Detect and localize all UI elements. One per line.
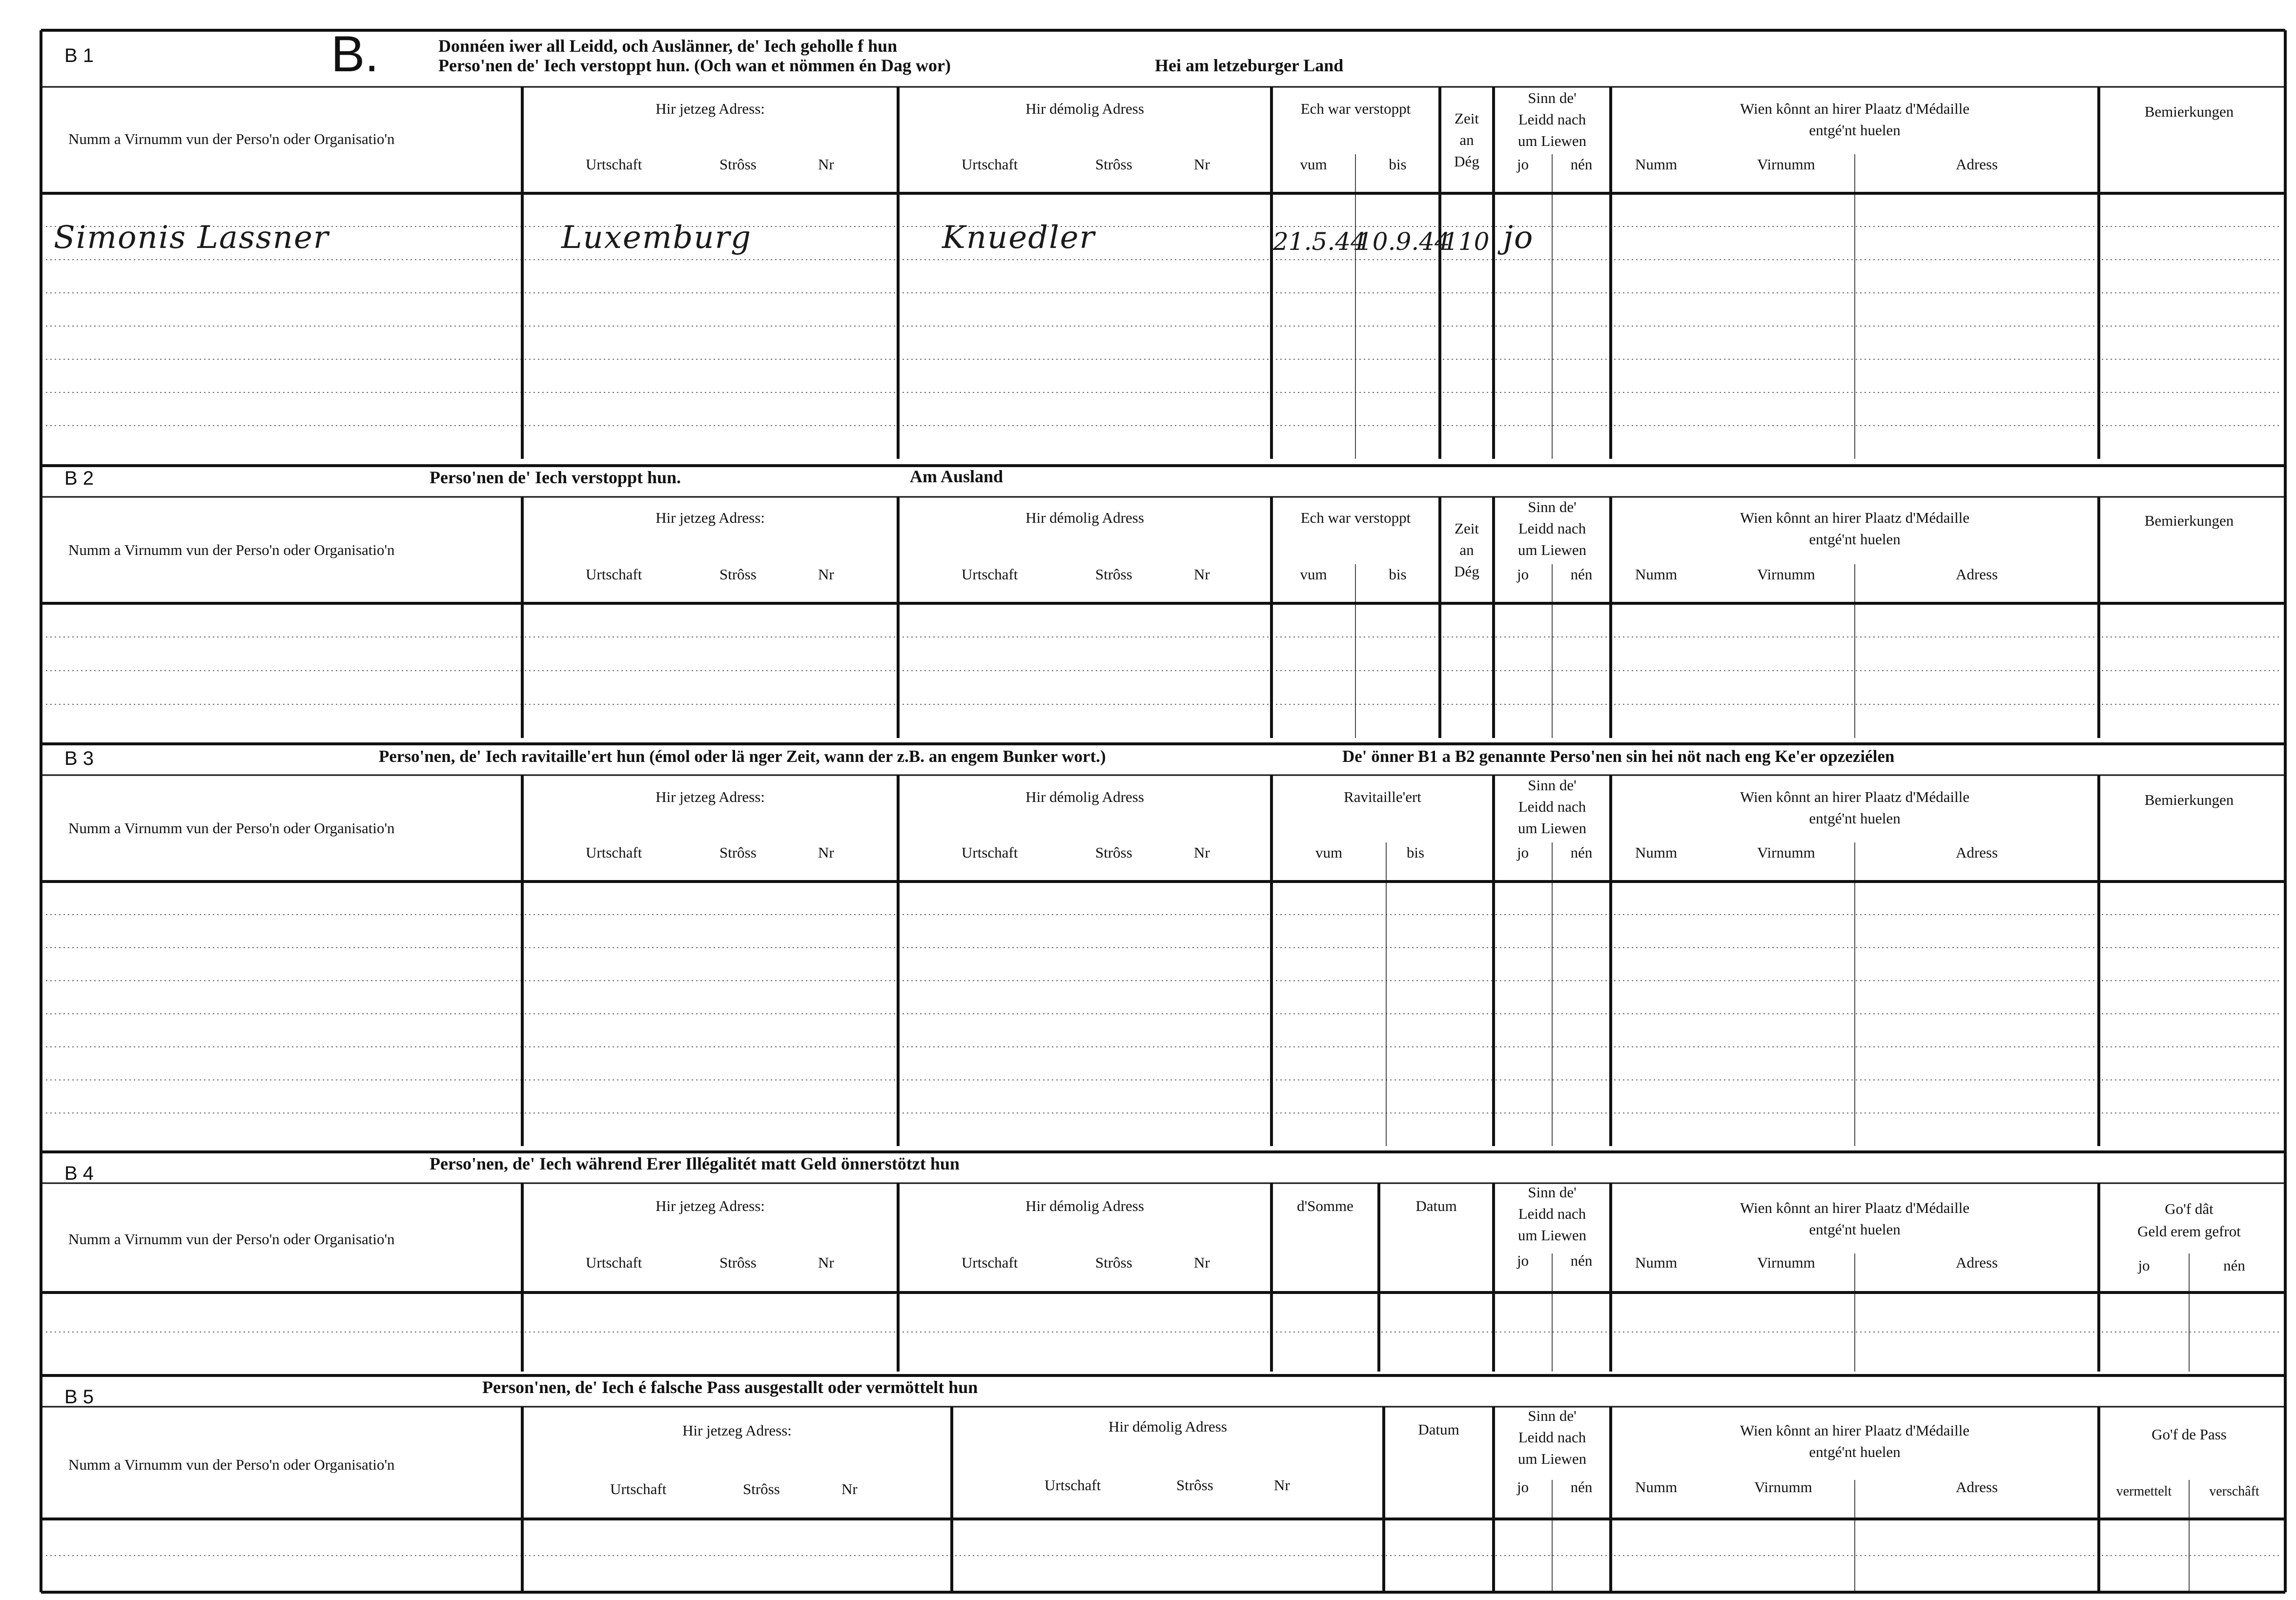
b2-col-yes: jo [1517, 566, 1529, 583]
entry-from-date: 21.5.44 [1273, 227, 1366, 256]
b2-col-time-3: Dég [1454, 563, 1479, 580]
b2-col-lives-1: Sinn de' [1528, 498, 1577, 515]
b5-col-name: Numm a Virnumm vun der Perso'n oder Organisatio'n [68, 1456, 395, 1473]
entry-to-date: 10.9.44 [1357, 227, 1450, 256]
b3-col-to: bis [1406, 844, 1425, 861]
b4-col-sum: d'Somme [1297, 1197, 1353, 1214]
b4-col-current-address: Hir jetzeg Adress: [656, 1197, 765, 1214]
b3-col-former-number: Nr [1194, 844, 1210, 861]
b1-col-lives-3: um Liewen [1517, 132, 1587, 149]
b5-col-current-address: Hir jetzeg Adress: [682, 1422, 792, 1439]
b1-col-time-3: Dég [1454, 153, 1479, 170]
b4-col-lives-2: Leidd nach [1518, 1205, 1586, 1222]
b4-col-no: nén [1570, 1252, 1593, 1269]
b1-col-lives-1: Sinn de' [1528, 89, 1577, 106]
section-b3-suffix: De' önner B1 a B2 genannte Perso'nen sin hei nöt nach eng Ke'er opzeziélen [1342, 747, 1895, 766]
b4-col-lives-1: Sinn de' [1528, 1184, 1577, 1201]
b1-col-time-2: an [1459, 131, 1474, 148]
section-b5-code: B 5 [64, 1386, 94, 1408]
b4-col-date: Datum [1415, 1197, 1457, 1214]
b4-col-street: Strôss [719, 1254, 757, 1271]
b3-col-medal-firstname: Virnumm [1757, 844, 1815, 861]
b4-col-yes: jo [1517, 1252, 1529, 1269]
section-b4-title: Perso'nen, de' Iech während Erer Illégalitét matt Geld önnerstötzt hun [430, 1154, 960, 1173]
section-b3-code: B 3 [64, 748, 94, 769]
b4-col-medal-address: Adress [1955, 1254, 1998, 1271]
b2-col-medal-address: Adress [1955, 566, 1998, 583]
b3-col-name: Numm a Virnumm vun der Perso'n oder Organisatio'n [68, 820, 395, 837]
entry-former-locality: Knuedler [942, 220, 1096, 256]
b1-col-to: bis [1389, 156, 1407, 173]
b5-col-former-locality: Urtschaft [1045, 1477, 1101, 1494]
b1-col-hidden: Ech war verstoppt [1300, 100, 1411, 117]
b2-col-current-address: Hir jetzeg Adress: [656, 509, 765, 526]
b1-col-remarks: Bemierkungen [2144, 103, 2234, 120]
b2-col-former-locality: Urtschaft [962, 566, 1018, 583]
b3-col-yes: jo [1517, 844, 1529, 861]
section-b1-subtitle: Perso'nen de' Iech verstoppt hun. (Och wan et nömmen én Dag wor) [438, 56, 951, 75]
b3-col-former-locality: Urtschaft [962, 844, 1018, 861]
b4-col-money-1: Go'f dât [2165, 1200, 2214, 1217]
entry-locality: Luxemburg [561, 220, 752, 256]
b3-col-supplied: Ravitaille'ert [1344, 788, 1421, 805]
b5-col-lives-1: Sinn de' [1528, 1407, 1577, 1424]
b5-col-former-address: Hir démolig Adress [1108, 1418, 1227, 1435]
b3-col-former-address: Hir démolig Adress [1025, 788, 1144, 805]
b1-col-locality: Urtschaft [586, 156, 642, 173]
b2-col-former-number: Nr [1194, 566, 1210, 583]
section-b5-title: Person'nen, de' Iech é falsche Pass ausgestallt oder vermöttelt hun [482, 1377, 978, 1397]
b3-col-medal-1: Wien kônnt an hirer Plaatz d'Médaille [1740, 788, 1970, 805]
b1-col-former-number: Nr [1194, 156, 1210, 173]
b1-col-former-address: Hir démolig Adress [1025, 100, 1144, 117]
b2-col-remarks: Bemierkungen [2144, 512, 2234, 529]
b1-col-medal-address: Adress [1955, 156, 1998, 173]
b2-col-medal-firstname: Virnumm [1757, 566, 1815, 583]
b5-col-former-street: Strôss [1176, 1477, 1213, 1494]
b2-col-no: nén [1570, 566, 1593, 583]
b1-col-lives-2: Leidd nach [1518, 111, 1586, 128]
b2-col-lives-2: Leidd nach [1518, 520, 1586, 537]
b4-col-money-2: Geld erem gefrot [2137, 1223, 2241, 1240]
b5-col-lives-3: um Liewen [1517, 1450, 1587, 1467]
b2-col-medal-name: Numm [1635, 566, 1678, 583]
form-letter: B. [331, 26, 379, 82]
b4-col-lives-3: um Liewen [1517, 1227, 1587, 1244]
b3-col-lives-2: Leidd nach [1518, 798, 1586, 815]
b1-col-street: Strôss [719, 156, 757, 173]
b4-col-medal-2: entgé'nt huelen [1809, 1221, 1901, 1238]
b3-col-lives-3: um Liewen [1517, 820, 1587, 837]
b4-col-name: Numm a Virnumm vun der Perso'n oder Organisatio'n [68, 1231, 395, 1248]
b4-col-former-street: Strôss [1095, 1254, 1132, 1271]
b3-col-from: vum [1315, 844, 1343, 861]
b1-col-no: nén [1570, 156, 1593, 173]
b4-col-former-number: Nr [1194, 1254, 1210, 1271]
b2-col-hidden: Ech war verstoppt [1300, 509, 1411, 526]
b3-col-medal-name: Numm [1635, 844, 1678, 861]
b3-col-locality: Urtschaft [586, 844, 642, 861]
b1-col-yes: jo [1517, 156, 1529, 173]
b4-col-former-locality: Urtschaft [962, 1254, 1018, 1271]
b5-col-locality: Urtschaft [610, 1480, 667, 1497]
entry-name: Simonis Lassner [54, 220, 329, 256]
b1-col-medal-name: Numm [1635, 156, 1678, 173]
section-b1-suffix: Hei am letzeburger Land [1155, 56, 1344, 75]
b4-col-locality: Urtschaft [586, 1254, 642, 1271]
b2-col-time-1: Zeit [1455, 520, 1479, 537]
b4-col-number: Nr [818, 1254, 834, 1271]
b4-col-money-no: nén [2223, 1257, 2245, 1274]
b2-col-from: vum [1300, 566, 1327, 583]
b2-col-number: Nr [818, 566, 834, 583]
b2-col-time-2: an [1459, 541, 1474, 558]
b5-col-medal-2: entgé'nt huelen [1809, 1443, 1901, 1460]
b5-col-medal-name: Numm [1635, 1478, 1678, 1496]
b3-col-number: Nr [818, 844, 834, 861]
b5-col-former-number: Nr [1274, 1477, 1290, 1494]
b3-col-current-address: Hir jetzeg Adress: [656, 788, 765, 805]
b5-col-yes: jo [1517, 1478, 1529, 1496]
b2-col-street: Strôss [719, 566, 757, 583]
entry-days: 110 [1443, 227, 1490, 256]
b5-col-pass-mediated: vermettelt [2116, 1484, 2172, 1499]
section-b2-suffix: Am Ausland [910, 467, 1004, 486]
b4-col-medal-name: Numm [1635, 1254, 1678, 1271]
b3-col-medal-2: entgé'nt huelen [1809, 810, 1901, 827]
b2-col-lives-3: um Liewen [1517, 541, 1587, 558]
b5-col-pass: Go'f de Pass [2152, 1426, 2227, 1443]
b5-col-medal-firstname: Virnumm [1754, 1478, 1812, 1496]
section-b2-title: Perso'nen de' Iech verstoppt hun. [430, 468, 681, 487]
b4-col-former-address: Hir démolig Adress [1025, 1197, 1144, 1214]
b5-col-pass-procured: verschâft [2209, 1484, 2259, 1499]
b5-col-medal-address: Adress [1955, 1478, 1998, 1496]
section-b1-code: B 1 [64, 45, 94, 66]
b2-col-medal-1: Wien kônnt an hirer Plaatz d'Médaille [1740, 509, 1970, 526]
b5-col-lives-2: Leidd nach [1518, 1429, 1586, 1446]
b3-col-street: Strôss [719, 844, 757, 861]
b1-col-medal-1: Wien kônnt an hirer Plaatz d'Médaille [1740, 100, 1970, 117]
b2-col-former-address: Hir démolig Adress [1025, 509, 1144, 526]
b2-col-medal-2: entgé'nt huelen [1809, 531, 1901, 548]
section-b3-title: Perso'nen, de' Iech ravitaille'ert hun (émol oder lä nger Zeit, wann der z.B. an engem Bunker wort.) [379, 747, 1106, 766]
b4-col-medal-1: Wien kônnt an hirer Plaatz d'Médaille [1740, 1199, 1970, 1216]
b4-col-money-yes: jo [2138, 1257, 2150, 1274]
b2-col-name: Numm a Virnumm vun der Perso'n oder Organisatio'n [68, 541, 395, 558]
b5-col-number: Nr [841, 1480, 858, 1497]
section-b1-title: Donnéen iwer all Leidd, och Auslänner, de' Iech geholle f hun [438, 36, 898, 56]
b3-col-lives-1: Sinn de' [1528, 777, 1577, 794]
b2-col-former-street: Strôss [1095, 566, 1132, 583]
b5-col-medal-1: Wien kônnt an hirer Plaatz d'Médaille [1740, 1422, 1970, 1439]
b4-col-medal-firstname: Virnumm [1757, 1254, 1815, 1271]
b3-col-medal-address: Adress [1955, 844, 1998, 861]
b1-col-medal-firstname: Virnumm [1757, 156, 1815, 173]
b5-col-no: nén [1570, 1478, 1593, 1496]
entry-yes: jo [1503, 220, 1534, 256]
section-b4-code: B 4 [64, 1163, 94, 1184]
b2-col-locality: Urtschaft [586, 566, 642, 583]
b1-col-name: Numm a Virnumm vun der Perso'n oder Organisatio'n [68, 130, 395, 147]
b1-col-medal-2: entgé'nt huelen [1809, 122, 1901, 139]
b1-col-current-address: Hir jetzeg Adress: [656, 100, 765, 117]
b5-col-street: Strôss [743, 1480, 780, 1497]
b1-col-number: Nr [818, 156, 834, 173]
b1-col-former-locality: Urtschaft [962, 156, 1018, 173]
b3-col-remarks: Bemierkungen [2144, 791, 2234, 808]
b2-col-to: bis [1389, 566, 1407, 583]
b5-col-date: Datum [1418, 1421, 1459, 1438]
b1-col-from: vum [1300, 156, 1327, 173]
b1-col-time-1: Zeit [1455, 110, 1479, 127]
b3-col-former-street: Strôss [1095, 844, 1132, 861]
section-b2-code: B 2 [64, 468, 94, 489]
b3-col-no: nén [1570, 844, 1593, 861]
b1-col-former-street: Strôss [1095, 156, 1132, 173]
